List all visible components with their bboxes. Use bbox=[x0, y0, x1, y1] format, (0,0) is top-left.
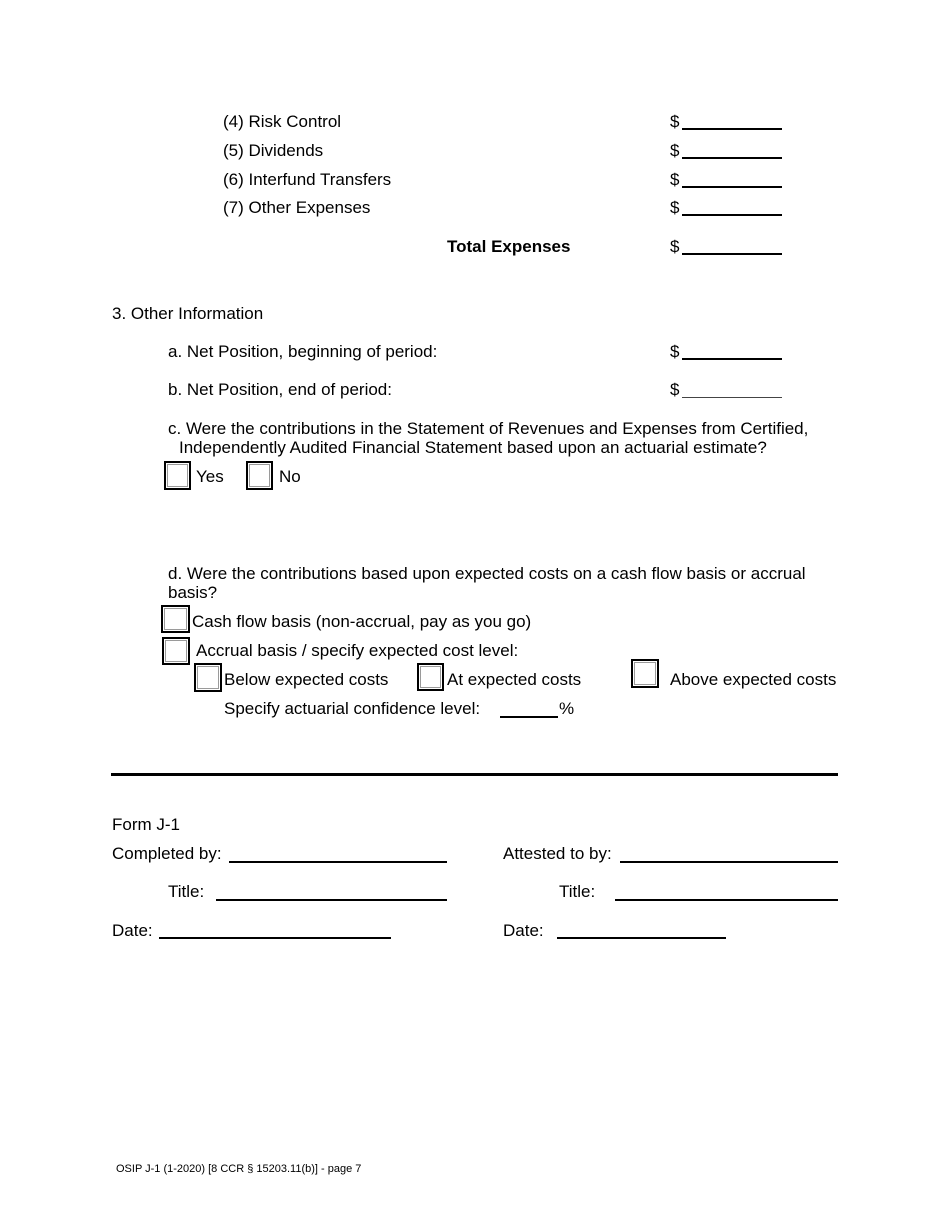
other-expenses-field[interactable] bbox=[682, 214, 782, 216]
dividends-label: (5) Dividends bbox=[223, 141, 324, 160]
below-expected-label: Below expected costs bbox=[224, 670, 389, 689]
attested-by-field[interactable] bbox=[620, 861, 838, 863]
net-position-end-field[interactable] bbox=[682, 397, 782, 398]
date-left-field[interactable] bbox=[159, 937, 391, 939]
at-expected-checkbox[interactable] bbox=[417, 663, 444, 691]
interfund-transfers-label: (6) Interfund Transfers bbox=[223, 170, 392, 189]
yes-label: Yes bbox=[196, 467, 224, 486]
below-expected-checkbox[interactable] bbox=[194, 663, 222, 692]
total-expenses-currency: $ bbox=[670, 237, 680, 256]
percent-sign: % bbox=[559, 699, 575, 718]
date-right-field[interactable] bbox=[557, 937, 726, 939]
other-expenses-label: (7) Other Expenses bbox=[223, 198, 371, 217]
risk-control-label: (4) Risk Control bbox=[223, 112, 342, 131]
no-label: No bbox=[279, 467, 301, 486]
section-heading: 3. Other Information bbox=[112, 304, 264, 323]
net-position-beginning-field[interactable] bbox=[682, 358, 782, 360]
date-right-label: Date: bbox=[503, 921, 544, 940]
total-expenses-field[interactable] bbox=[682, 253, 782, 255]
cash-flow-label: Cash flow basis (non-accrual, pay as you go) bbox=[192, 612, 532, 631]
total-expenses-label: Total Expenses bbox=[447, 237, 571, 256]
question-c-line1: c. Were the contributions in the Statement of Revenues and Expenses from Certified, bbox=[168, 419, 809, 438]
title-left-label: Title: bbox=[168, 882, 205, 901]
page-footer: OSIP J-1 (1-2020) [8 CCR § 15203.11(b)] - page 7 bbox=[116, 1163, 362, 1175]
above-expected-checkbox[interactable] bbox=[631, 659, 659, 688]
at-expected-label: At expected costs bbox=[447, 670, 582, 689]
no-checkbox[interactable] bbox=[246, 461, 273, 490]
completed-by-label: Completed by: bbox=[112, 844, 222, 863]
completed-by-field[interactable] bbox=[229, 861, 447, 863]
accrual-checkbox[interactable] bbox=[162, 637, 190, 665]
dividends-currency: $ bbox=[670, 141, 680, 160]
question-d-line1: d. Were the contributions based upon expected costs on a cash flow basis or accrual bbox=[168, 564, 806, 583]
dividends-field[interactable] bbox=[682, 157, 782, 159]
title-left-field[interactable] bbox=[216, 899, 447, 901]
title-right-label: Title: bbox=[559, 882, 596, 901]
yes-checkbox[interactable] bbox=[164, 461, 191, 490]
attested-by-label: Attested to by: bbox=[503, 844, 612, 863]
other-expenses-currency: $ bbox=[670, 198, 680, 217]
confidence-level-label: Specify actuarial confidence level: bbox=[224, 699, 481, 718]
title-right-field[interactable] bbox=[615, 899, 838, 901]
question-c-line2: Independently Audited Financial Statement based upon an actuarial estimate? bbox=[179, 438, 767, 457]
accrual-label: Accrual basis / specify expected cost level: bbox=[196, 641, 519, 660]
question-d-line2: basis? bbox=[168, 583, 218, 602]
cash-flow-checkbox[interactable] bbox=[161, 605, 190, 633]
above-expected-label: Above expected costs bbox=[670, 670, 837, 689]
net-position-beginning-currency: $ bbox=[670, 342, 680, 361]
date-left-label: Date: bbox=[112, 921, 153, 940]
interfund-transfers-field[interactable] bbox=[682, 186, 782, 188]
section-divider bbox=[111, 773, 838, 776]
risk-control-field[interactable] bbox=[682, 128, 782, 130]
net-position-end-currency: $ bbox=[670, 380, 680, 399]
form-label: Form J-1 bbox=[112, 815, 180, 834]
confidence-level-field[interactable] bbox=[500, 716, 558, 718]
net-position-end-label: b. Net Position, end of period: bbox=[168, 380, 392, 399]
net-position-beginning-label: a. Net Position, beginning of period: bbox=[168, 342, 438, 361]
risk-control-currency: $ bbox=[670, 112, 680, 131]
interfund-transfers-currency: $ bbox=[670, 170, 680, 189]
